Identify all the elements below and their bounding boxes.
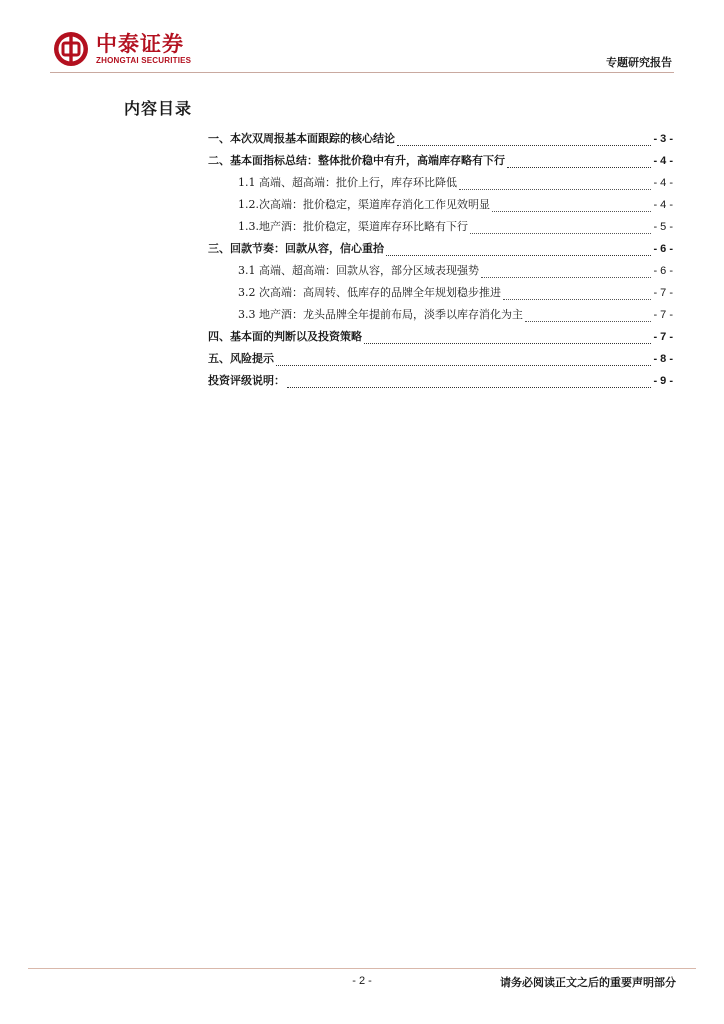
- report-type-label: 专题研究报告: [606, 56, 672, 69]
- company-logo: [52, 30, 191, 68]
- toc-subentry[interactable]: [208, 194, 673, 216]
- toc-entry-page: - 5 -: [653, 221, 673, 233]
- footer-divider: [28, 968, 696, 969]
- footer-disclaimer: 请务必阅读正文之后的重要声明部分: [500, 976, 676, 989]
- zhongtai-logo-icon: [52, 30, 90, 68]
- toc-leader-dots: [276, 357, 651, 366]
- toc-entry-label: 四、基本面的判断以及投资策略: [208, 330, 362, 343]
- toc-leader-dots: [470, 225, 651, 234]
- toc-entry-page: - 7 -: [653, 309, 673, 321]
- toc-leader-dots: [481, 269, 651, 278]
- toc-entry-page: - 4 -: [653, 199, 673, 211]
- toc-entry[interactable]: [208, 150, 673, 172]
- toc-leader-dots: [386, 247, 651, 256]
- toc-entry-page: - 7 -: [653, 287, 673, 299]
- toc-entry-label: 投资评级说明：: [208, 374, 285, 387]
- toc-entry-page: - 8 -: [653, 353, 673, 365]
- toc-entry[interactable]: [208, 128, 673, 150]
- toc-leader-dots: [459, 181, 651, 190]
- toc-entry-label: 3.1 高端、超高端：回款从容，部分区域表现强势: [238, 264, 479, 277]
- toc-leader-dots: [492, 203, 651, 212]
- toc-subentry[interactable]: [208, 282, 673, 304]
- toc-entry-page: - 4 -: [653, 177, 673, 189]
- toc-entry-label: 五、风险提示: [208, 352, 274, 365]
- toc-entry-label: 3.2 次高端：高周转、低库存的品牌全年规划稳步推进: [238, 286, 501, 299]
- toc-entry-page: - 6 -: [653, 243, 673, 255]
- toc-subentry[interactable]: [208, 304, 673, 326]
- toc-entry-page: - 3 -: [653, 133, 673, 145]
- toc-subentry[interactable]: [208, 260, 673, 282]
- toc-leader-dots: [525, 313, 651, 322]
- toc-entry[interactable]: [208, 370, 673, 392]
- toc-entry-page: - 9 -: [653, 375, 673, 387]
- logo-english-name: ZHONGTAI SECURITIES: [96, 56, 192, 65]
- toc-entry-label: 一、本次双周报基本面跟踪的核心结论: [208, 132, 395, 145]
- toc-leader-dots: [287, 379, 651, 388]
- header-divider: [50, 72, 674, 73]
- toc-entry-label: 1.1 高端、超高端：批价上行，库存环比降低: [238, 176, 457, 189]
- toc-entry-page: - 4 -: [653, 155, 673, 167]
- toc-entry[interactable]: [208, 238, 673, 260]
- toc-title: 内容目录: [124, 99, 193, 118]
- table-of-contents: [208, 128, 673, 392]
- toc-leader-dots: [364, 335, 651, 344]
- toc-subentry[interactable]: [208, 172, 673, 194]
- toc-subentry[interactable]: [208, 216, 673, 238]
- toc-entry-label: 三、回款节奏：回款从容，信心重拾: [208, 242, 384, 255]
- toc-entry-label: 3.3 地产酒：龙头品牌全年提前布局，淡季以库存消化为主: [238, 308, 523, 321]
- toc-leader-dots: [397, 137, 651, 146]
- toc-entry-page: - 7 -: [653, 331, 673, 343]
- toc-entry[interactable]: [208, 326, 673, 348]
- toc-entry-label: 1.2.次高端：批价稳定，渠道库存消化工作见效明显: [238, 198, 490, 211]
- toc-entry-label: 二、基本面指标总结：整体批价稳中有升，高端库存略有下行: [208, 154, 505, 167]
- toc-leader-dots: [507, 159, 651, 168]
- toc-entry[interactable]: [208, 348, 673, 370]
- toc-leader-dots: [503, 291, 651, 300]
- toc-entry-page: - 6 -: [653, 265, 673, 277]
- toc-entry-label: 1.3.地产酒：批价稳定，渠道库存环比略有下行: [238, 220, 468, 233]
- page-number: - 2 -: [352, 975, 372, 987]
- logo-chinese-name: 中泰证券: [96, 32, 184, 56]
